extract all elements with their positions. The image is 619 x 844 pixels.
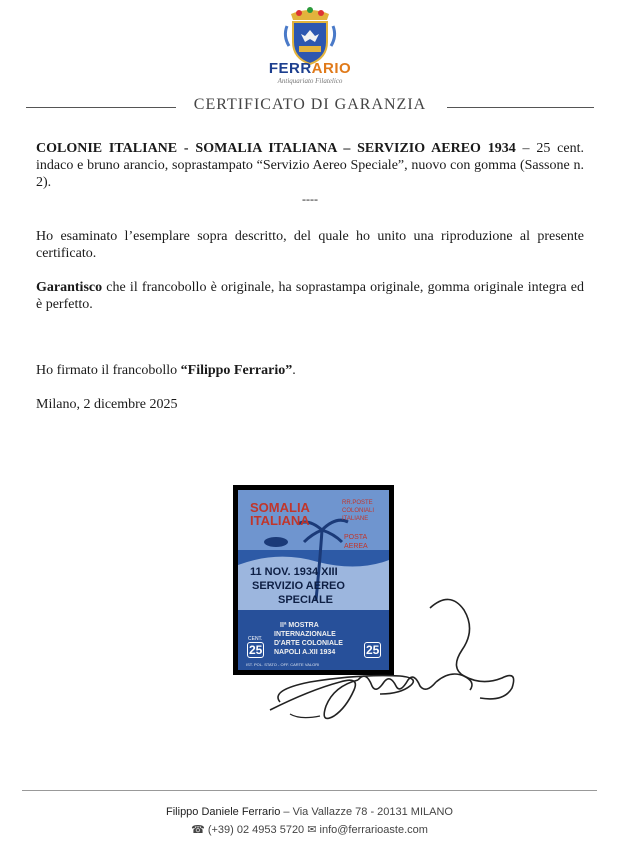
- stamp-printer: IST. POL. STATO - OFF. CARTE VALORI: [246, 662, 320, 667]
- brand-tagline: Antiquariato Filatelico: [277, 77, 343, 85]
- coat-of-arms-logo: [281, 6, 339, 66]
- stamp-value-left: 25: [249, 643, 263, 657]
- stamp-overprint-3: SPECIALE: [278, 594, 334, 606]
- stamp-mostra-4: NAPOLI A.XII 1934: [274, 649, 336, 656]
- footer-rule: [22, 790, 597, 791]
- stamp-poste-3: ITALIANE: [342, 516, 369, 522]
- separator: ----: [302, 192, 318, 206]
- phone-icon: ☎: [191, 824, 205, 836]
- stamp-poste-2: COLONIALI: [342, 508, 375, 514]
- footer-address-line: Filippo Daniele Ferrario – Via Vallazze 78 - 20131 MILANO: [166, 806, 453, 818]
- mail-icon: ✉: [307, 824, 317, 836]
- stamp-cent-label: CENT.: [248, 636, 263, 642]
- handwritten-signature: [250, 590, 530, 730]
- stamp-posta-1: POSTA: [344, 534, 368, 541]
- brand-name: FERRARIO: [268, 60, 352, 77]
- examination-statement: Ho esaminato l’esemplare sopra descritto, del quale ho unito una riproduzione al presente certificato.: [36, 229, 584, 261]
- footer-contact-line: [0, 823, 619, 836]
- guarantee-statement: Garantisco che il francobollo è originale, ha soprastampa originale, gomma originale integra ed è perfetto.: [36, 280, 584, 312]
- stamp-poste-1: RR.POSTE: [342, 500, 373, 506]
- stamp-description: COLONIE ITALIANE - SOMALIA ITALIANA – SERVIZIO AEREO 1934 – 25 cent. indaco e bruno arancio, soprastampato “Servizio Aereo Speciale”, nuovo con gomma (Sassone n. 2).: [36, 141, 584, 190]
- certificate-title: CERTIFICATO DI GARANZIA: [193, 96, 427, 113]
- stamp-overprint-1: 11 NOV. 1934 XIII: [250, 566, 338, 578]
- stamp-posta-2: AEREA: [344, 543, 368, 550]
- stamp-mostra-1: IIª MOSTRA: [280, 622, 319, 629]
- email-link[interactable]: info@ferrarioaste.com: [319, 824, 428, 836]
- signature-statement: Ho firmato il francobollo “Filippo Ferrario”.: [36, 363, 296, 378]
- place-date: Milano, 2 dicembre 2025: [36, 397, 178, 412]
- stamp-mostra-2: INTERNAZIONALE: [274, 631, 336, 638]
- phone-number[interactable]: (+39) 02 4953 5720: [207, 824, 305, 836]
- stamp-country-2: ITALIANA: [250, 513, 310, 528]
- stamp-overprint-2: SERVIZIO AEREO: [252, 580, 345, 592]
- stamp-value-right: 25: [366, 643, 380, 657]
- stamp-country-1: SOMALIA: [250, 500, 310, 515]
- stamp-mostra-3: D'ARTE COLONIALE: [274, 640, 343, 647]
